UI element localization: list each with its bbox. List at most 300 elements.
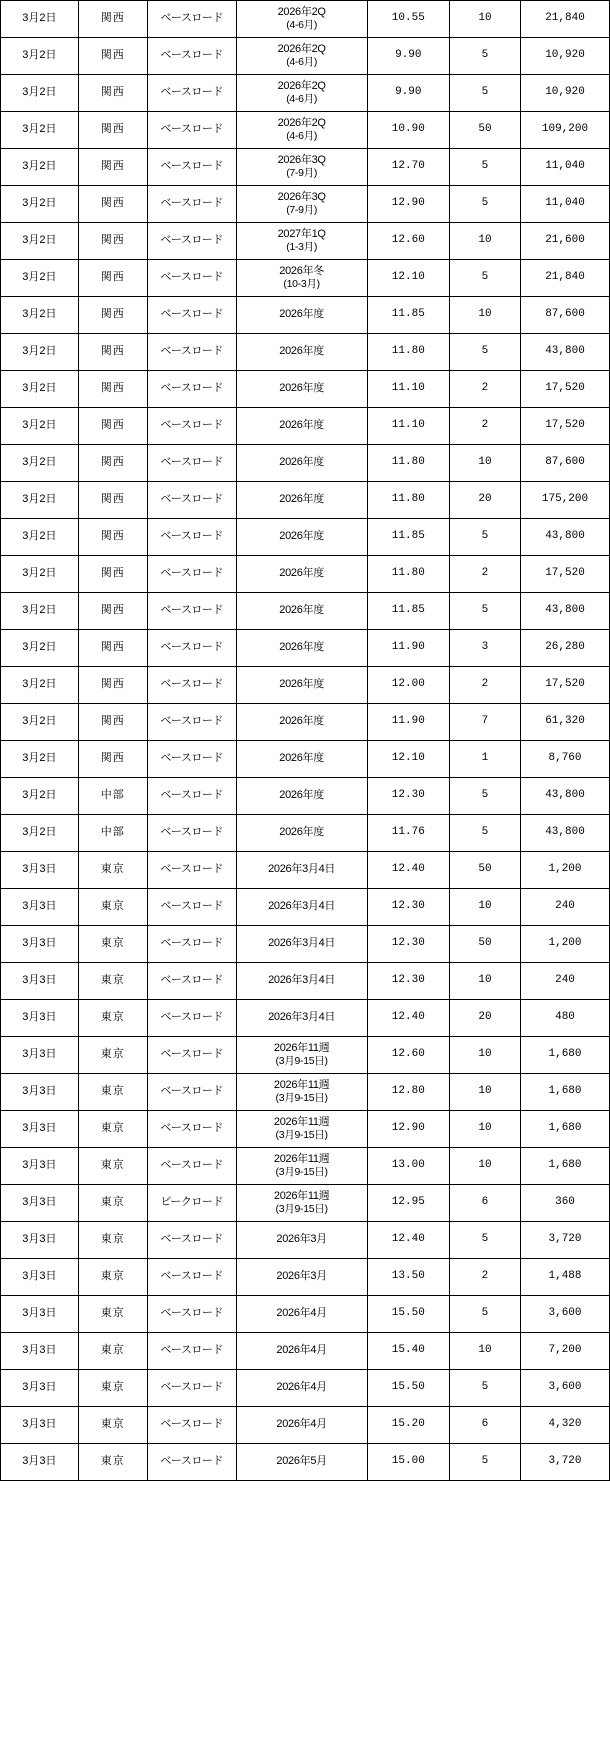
cell-area: 関西: [78, 1, 147, 38]
cell-price: 12.10: [367, 741, 449, 778]
cell-date: 3月3日: [1, 1037, 79, 1074]
table-row: [1, 1185, 610, 1222]
cell-area: 関西: [78, 667, 147, 704]
term-line-1: 2026年度: [279, 456, 324, 469]
cell-term: [236, 1185, 367, 1222]
cell-term: [236, 778, 367, 815]
table-row: [1, 852, 610, 889]
cell-term: [236, 334, 367, 371]
table-row: [1, 1259, 610, 1296]
cell-volume: 10: [449, 297, 520, 334]
cell-term: [236, 1333, 367, 1370]
cell-amount: 43,800: [521, 334, 610, 371]
term-line-2: (7-9月): [286, 204, 318, 217]
cell-amount: 17,520: [521, 667, 610, 704]
cell-date: 3月2日: [1, 297, 79, 334]
table-row: [1, 223, 610, 260]
cell-date: 3月2日: [1, 556, 79, 593]
cell-amount: 1,680: [521, 1148, 610, 1185]
cell-price: 12.40: [367, 1000, 449, 1037]
cell-amount: 240: [521, 889, 610, 926]
term-line-1: 2026年3月: [276, 1233, 327, 1246]
cell-term: [236, 889, 367, 926]
term-line-1: 2026年度: [279, 678, 324, 691]
cell-term: [236, 519, 367, 556]
cell-price: 9.90: [367, 75, 449, 112]
cell-date: 3月2日: [1, 223, 79, 260]
term-line-1: 2026年度: [279, 419, 324, 432]
cell-date: 3月2日: [1, 408, 79, 445]
cell-amount: 21,840: [521, 260, 610, 297]
cell-price: 12.80: [367, 1074, 449, 1111]
cell-volume: 5: [449, 1296, 520, 1333]
cell-term: [236, 926, 367, 963]
table-row: [1, 38, 610, 75]
cell-product: ベースロード: [147, 778, 236, 815]
term-line-1: 2026年度: [279, 530, 324, 543]
cell-amount: 17,520: [521, 371, 610, 408]
cell-volume: 5: [449, 1444, 520, 1481]
cell-date: 3月2日: [1, 260, 79, 297]
table-row: [1, 889, 610, 926]
cell-price: 15.20: [367, 1407, 449, 1444]
cell-volume: 20: [449, 1000, 520, 1037]
cell-amount: 7,200: [521, 1333, 610, 1370]
term-line-1: 2026年3Q: [277, 190, 326, 203]
cell-product: ベースロード: [147, 1370, 236, 1407]
cell-date: 3月2日: [1, 778, 79, 815]
term-line-1: 2026年2Q: [277, 79, 326, 92]
term-line-1: 2026年度: [279, 493, 324, 506]
cell-price: 12.30: [367, 926, 449, 963]
cell-product: ベースロード: [147, 815, 236, 852]
term-line-1: 2026年度: [279, 604, 324, 617]
cell-price: 11.90: [367, 630, 449, 667]
cell-area: 東京: [78, 1370, 147, 1407]
cell-price: 13.50: [367, 1259, 449, 1296]
cell-term: [236, 1037, 367, 1074]
term-line-1: 2026年3月4日: [268, 937, 336, 950]
cell-price: 12.90: [367, 186, 449, 223]
cell-product: ベースロード: [147, 149, 236, 186]
term-line-1: 2026年冬: [279, 264, 324, 277]
cell-area: 東京: [78, 1000, 147, 1037]
cell-product: ベースロード: [147, 1259, 236, 1296]
cell-volume: 2: [449, 408, 520, 445]
cell-amount: 109,200: [521, 112, 610, 149]
cell-product: ベースロード: [147, 889, 236, 926]
cell-area: 関西: [78, 408, 147, 445]
table-row: [1, 1333, 610, 1370]
cell-term: [236, 149, 367, 186]
term-line-1: 2026年4月: [276, 1381, 327, 1394]
cell-product: ベースロード: [147, 1111, 236, 1148]
term-line-2: (4-6月): [286, 130, 318, 143]
cell-price: 11.76: [367, 815, 449, 852]
cell-product: ベースロード: [147, 1444, 236, 1481]
cell-price: 12.60: [367, 223, 449, 260]
term-line-1: 2026年度: [279, 826, 324, 839]
term-line-1: 2026年度: [279, 345, 324, 358]
cell-area: 関西: [78, 371, 147, 408]
cell-volume: 50: [449, 852, 520, 889]
term-line-1: 2026年5月: [276, 1455, 327, 1468]
cell-term: [236, 704, 367, 741]
cell-date: 3月3日: [1, 889, 79, 926]
table-row: [1, 75, 610, 112]
cell-term: [236, 1074, 367, 1111]
cell-product: ベースロード: [147, 519, 236, 556]
cell-product: ベースロード: [147, 75, 236, 112]
cell-price: 11.80: [367, 445, 449, 482]
cell-amount: 43,800: [521, 593, 610, 630]
cell-volume: 10: [449, 223, 520, 260]
cell-term: [236, 1148, 367, 1185]
cell-product: ベースロード: [147, 1296, 236, 1333]
cell-volume: 10: [449, 1037, 520, 1074]
term-line-1: 2026年3月4日: [268, 974, 336, 987]
table-row: [1, 815, 610, 852]
term-line-1: 2026年11週: [273, 1189, 330, 1202]
term-line-1: 2026年11週: [273, 1041, 330, 1054]
cell-product: ベースロード: [147, 704, 236, 741]
table-row: [1, 667, 610, 704]
table-row: [1, 1074, 610, 1111]
cell-amount: 175,200: [521, 482, 610, 519]
cell-amount: 11,040: [521, 149, 610, 186]
cell-term: [236, 963, 367, 1000]
cell-area: 関西: [78, 519, 147, 556]
term-line-2: (4-6月): [286, 19, 318, 32]
cell-term: [236, 1222, 367, 1259]
term-line-2: (3月9-15日): [275, 1092, 328, 1105]
term-line-1: 2026年4月: [276, 1307, 327, 1320]
cell-date: 3月3日: [1, 1000, 79, 1037]
cell-volume: 20: [449, 482, 520, 519]
cell-volume: 5: [449, 1222, 520, 1259]
cell-product: ベースロード: [147, 334, 236, 371]
cell-price: 12.30: [367, 889, 449, 926]
cell-date: 3月3日: [1, 1074, 79, 1111]
cell-term: [236, 408, 367, 445]
cell-date: 3月3日: [1, 1148, 79, 1185]
table-row: [1, 963, 610, 1000]
table-row: [1, 1296, 610, 1333]
cell-product: ベースロード: [147, 963, 236, 1000]
cell-amount: 360: [521, 1185, 610, 1222]
table-row: [1, 408, 610, 445]
cell-product: ベースロード: [147, 593, 236, 630]
cell-term: [236, 1111, 367, 1148]
cell-product: ベースロード: [147, 926, 236, 963]
cell-amount: 1,200: [521, 852, 610, 889]
cell-amount: 21,600: [521, 223, 610, 260]
cell-date: 3月2日: [1, 630, 79, 667]
cell-term: [236, 741, 367, 778]
table-row: [1, 1148, 610, 1185]
cell-term: [236, 593, 367, 630]
cell-price: 12.40: [367, 1222, 449, 1259]
cell-term: [236, 371, 367, 408]
cell-price: 15.00: [367, 1444, 449, 1481]
cell-amount: 87,600: [521, 445, 610, 482]
cell-date: 3月2日: [1, 815, 79, 852]
cell-volume: 10: [449, 1333, 520, 1370]
cell-amount: 43,800: [521, 778, 610, 815]
cell-date: 3月2日: [1, 445, 79, 482]
cell-amount: 1,488: [521, 1259, 610, 1296]
term-line-1: 2026年度: [279, 789, 324, 802]
cell-amount: 3,720: [521, 1222, 610, 1259]
table-row: [1, 297, 610, 334]
cell-area: 東京: [78, 1407, 147, 1444]
cell-date: 3月2日: [1, 75, 79, 112]
cell-product: ベースロード: [147, 1037, 236, 1074]
cell-volume: 5: [449, 75, 520, 112]
cell-term: [236, 630, 367, 667]
term-line-1: 2026年3月4日: [268, 900, 336, 913]
table-row: [1, 371, 610, 408]
cell-product: ベースロード: [147, 1333, 236, 1370]
cell-area: 関西: [78, 482, 147, 519]
table-row: [1, 149, 610, 186]
cell-term: [236, 815, 367, 852]
term-line-1: 2026年度: [279, 715, 324, 728]
term-line-1: 2027年1Q: [277, 227, 326, 240]
cell-term: [236, 445, 367, 482]
cell-date: 3月3日: [1, 1444, 79, 1481]
term-line-1: 2026年11週: [273, 1078, 330, 1091]
cell-area: 関西: [78, 334, 147, 371]
cell-volume: 7: [449, 704, 520, 741]
cell-date: 3月3日: [1, 1296, 79, 1333]
cell-product: ベースロード: [147, 1222, 236, 1259]
cell-area: 関西: [78, 223, 147, 260]
term-line-1: 2026年3月4日: [268, 863, 336, 876]
term-line-2: (3月9-15日): [275, 1055, 328, 1068]
table-row: [1, 1000, 610, 1037]
cell-product: ベースロード: [147, 445, 236, 482]
cell-area: 関西: [78, 741, 147, 778]
cell-price: 12.90: [367, 1111, 449, 1148]
cell-amount: 26,280: [521, 630, 610, 667]
cell-product: ベースロード: [147, 297, 236, 334]
table-row: [1, 593, 610, 630]
cell-date: 3月3日: [1, 852, 79, 889]
cell-term: [236, 223, 367, 260]
cell-price: 11.80: [367, 482, 449, 519]
cell-date: 3月3日: [1, 1185, 79, 1222]
cell-date: 3月3日: [1, 1333, 79, 1370]
cell-area: 関西: [78, 593, 147, 630]
cell-area: 関西: [78, 297, 147, 334]
cell-amount: 61,320: [521, 704, 610, 741]
cell-amount: 43,800: [521, 815, 610, 852]
cell-area: 東京: [78, 963, 147, 1000]
cell-product: ピークロード: [147, 1185, 236, 1222]
term-line-1: 2026年度: [279, 567, 324, 580]
cell-price: 12.95: [367, 1185, 449, 1222]
term-line-1: 2026年11週: [273, 1152, 330, 1165]
cell-price: 9.90: [367, 38, 449, 75]
term-line-1: 2026年2Q: [277, 5, 326, 18]
cell-price: 13.00: [367, 1148, 449, 1185]
cell-area: 東京: [78, 1296, 147, 1333]
cell-date: 3月3日: [1, 1259, 79, 1296]
cell-product: ベースロード: [147, 482, 236, 519]
cell-amount: 43,800: [521, 519, 610, 556]
cell-product: ベースロード: [147, 556, 236, 593]
table-row: [1, 741, 610, 778]
cell-product: ベースロード: [147, 1148, 236, 1185]
cell-price: 10.55: [367, 1, 449, 38]
cell-date: 3月2日: [1, 186, 79, 223]
cell-price: 12.00: [367, 667, 449, 704]
cell-date: 3月2日: [1, 38, 79, 75]
cell-area: 東京: [78, 1333, 147, 1370]
cell-date: 3月2日: [1, 371, 79, 408]
cell-area: 関西: [78, 75, 147, 112]
table-row: [1, 1037, 610, 1074]
cell-area: 東京: [78, 1074, 147, 1111]
cell-product: ベースロード: [147, 186, 236, 223]
term-line-1: 2026年度: [279, 752, 324, 765]
cell-price: 11.90: [367, 704, 449, 741]
cell-area: 東京: [78, 1148, 147, 1185]
cell-date: 3月3日: [1, 963, 79, 1000]
cell-amount: 17,520: [521, 556, 610, 593]
cell-volume: 5: [449, 186, 520, 223]
cell-amount: 17,520: [521, 408, 610, 445]
table-row: [1, 556, 610, 593]
cell-volume: 10: [449, 1111, 520, 1148]
table-row: [1, 704, 610, 741]
cell-term: [236, 260, 367, 297]
cell-area: 関西: [78, 630, 147, 667]
cell-price: 11.80: [367, 556, 449, 593]
cell-price: 12.40: [367, 852, 449, 889]
cell-amount: 1,200: [521, 926, 610, 963]
cell-product: ベースロード: [147, 38, 236, 75]
cell-term: [236, 1296, 367, 1333]
cell-amount: 87,600: [521, 297, 610, 334]
cell-product: ベースロード: [147, 112, 236, 149]
cell-volume: 5: [449, 334, 520, 371]
cell-date: 3月3日: [1, 1222, 79, 1259]
cell-date: 3月3日: [1, 926, 79, 963]
cell-price: 11.85: [367, 519, 449, 556]
table-row: [1, 482, 610, 519]
cell-area: 東京: [78, 1259, 147, 1296]
cell-price: 12.30: [367, 778, 449, 815]
table-row: [1, 630, 610, 667]
table-row: [1, 1111, 610, 1148]
table-row: [1, 186, 610, 223]
cell-term: [236, 75, 367, 112]
cell-price: 12.10: [367, 260, 449, 297]
table-row: [1, 112, 610, 149]
cell-term: [236, 1259, 367, 1296]
table-row: [1, 778, 610, 815]
term-line-1: 2026年11週: [273, 1115, 330, 1128]
cell-product: ベースロード: [147, 1, 236, 38]
cell-area: 関西: [78, 260, 147, 297]
cell-area: 関西: [78, 556, 147, 593]
cell-volume: 5: [449, 815, 520, 852]
cell-product: ベースロード: [147, 1074, 236, 1111]
cell-area: 東京: [78, 1185, 147, 1222]
cell-date: 3月2日: [1, 519, 79, 556]
cell-date: 3月2日: [1, 704, 79, 741]
cell-volume: 5: [449, 1370, 520, 1407]
cell-volume: 1: [449, 741, 520, 778]
cell-price: 15.50: [367, 1296, 449, 1333]
cell-price: 11.80: [367, 334, 449, 371]
cell-product: ベースロード: [147, 667, 236, 704]
cell-amount: 10,920: [521, 38, 610, 75]
cell-price: 15.50: [367, 1370, 449, 1407]
term-line-1: 2026年2Q: [277, 42, 326, 55]
cell-volume: 10: [449, 889, 520, 926]
cell-term: [236, 186, 367, 223]
cell-area: 東京: [78, 1222, 147, 1259]
cell-volume: 2: [449, 556, 520, 593]
cell-amount: 3,720: [521, 1444, 610, 1481]
cell-volume: 10: [449, 1148, 520, 1185]
cell-volume: 10: [449, 963, 520, 1000]
cell-date: 3月3日: [1, 1407, 79, 1444]
cell-date: 3月2日: [1, 667, 79, 704]
cell-area: 東京: [78, 926, 147, 963]
cell-product: ベースロード: [147, 630, 236, 667]
cell-area: 東京: [78, 1037, 147, 1074]
cell-term: [236, 1000, 367, 1037]
cell-volume: 6: [449, 1185, 520, 1222]
table-row: [1, 1222, 610, 1259]
cell-product: ベースロード: [147, 408, 236, 445]
table-row: [1, 334, 610, 371]
table-row: [1, 926, 610, 963]
cell-date: 3月2日: [1, 334, 79, 371]
cell-date: 3月2日: [1, 593, 79, 630]
cell-area: 東京: [78, 889, 147, 926]
term-line-2: (3月9-15日): [275, 1166, 328, 1179]
cell-price: 11.85: [367, 297, 449, 334]
cell-date: 3月2日: [1, 1, 79, 38]
cell-area: 東京: [78, 1444, 147, 1481]
cell-term: [236, 1370, 367, 1407]
cell-volume: 10: [449, 1, 520, 38]
cell-amount: 1,680: [521, 1037, 610, 1074]
cell-volume: 10: [449, 445, 520, 482]
cell-term: [236, 1, 367, 38]
term-line-2: (3月9-15日): [275, 1203, 328, 1216]
cell-term: [236, 1407, 367, 1444]
cell-date: 3月3日: [1, 1111, 79, 1148]
table-row: [1, 519, 610, 556]
term-line-2: (3月9-15日): [275, 1129, 328, 1142]
term-line-2: (10-3月): [283, 278, 320, 291]
cell-term: [236, 1444, 367, 1481]
table-row: [1, 1407, 610, 1444]
cell-term: [236, 667, 367, 704]
cell-amount: 3,600: [521, 1370, 610, 1407]
term-line-1: 2026年3Q: [277, 153, 326, 166]
cell-term: [236, 297, 367, 334]
term-line-1: 2026年4月: [276, 1344, 327, 1357]
cell-amount: 1,680: [521, 1111, 610, 1148]
cell-product: ベースロード: [147, 260, 236, 297]
